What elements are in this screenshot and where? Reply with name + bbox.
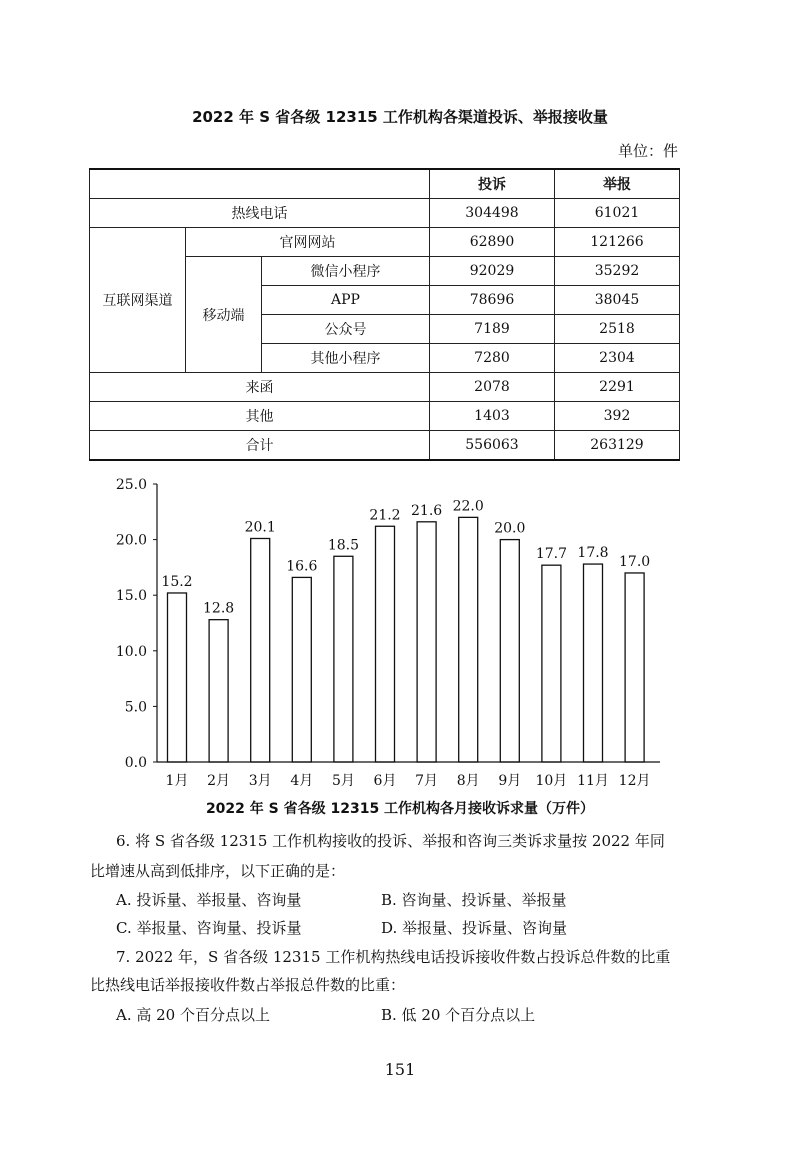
cell-others-report: 392 xyxy=(555,402,680,431)
bars xyxy=(161,498,650,762)
x-tick-label: 11月 xyxy=(577,773,609,789)
question-7-line1: 7. 2022 年，S 省各级 12315 工作机构热线电话投诉接收件数占投诉总件数的比重 xyxy=(116,948,671,966)
row-label-website: 官网网站 xyxy=(186,228,430,257)
bar-value-label: 15.2 xyxy=(161,573,193,590)
table-row xyxy=(90,373,680,402)
header-complaint: 投诉 xyxy=(430,169,555,199)
header-report: 举报 xyxy=(555,169,680,199)
question-6-option-b: B. 咨询量、投诉量、举报量 xyxy=(381,891,567,909)
row-label-official-account: 公众号 xyxy=(262,315,430,344)
bar-value-label: 20.1 xyxy=(244,519,276,536)
row-label-others: 其他 xyxy=(90,402,430,431)
cell-total-complaint: 556063 xyxy=(430,431,555,461)
x-tick-label: 2月 xyxy=(207,773,231,789)
bar xyxy=(625,573,644,762)
bar xyxy=(500,540,519,762)
cell-hotline-complaint: 304498 xyxy=(430,199,555,228)
y-tick-label: 15.0 xyxy=(115,588,147,605)
question-6-option-d: D. 举报量、投诉量、咨询量 xyxy=(381,919,568,937)
bar xyxy=(292,577,311,762)
bar-value-label: 21.6 xyxy=(411,502,443,519)
x-tick-label: 3月 xyxy=(248,773,272,789)
bar-value-label: 12.8 xyxy=(203,600,235,617)
y-tick-label: 5.0 xyxy=(124,699,147,716)
bar xyxy=(459,517,478,762)
bar-value-label: 20.0 xyxy=(494,520,526,537)
x-tick-label: 9月 xyxy=(498,773,522,789)
bar xyxy=(168,593,187,762)
question-6-line2: 比增速从高到低排序，以下正确的是： xyxy=(90,862,346,880)
cell-others-complaint: 1403 xyxy=(430,402,555,431)
table-row xyxy=(90,228,680,257)
x-tick-label: 4月 xyxy=(290,773,314,789)
cell-letters-complaint: 2078 xyxy=(430,373,555,402)
x-tick-label: 10月 xyxy=(535,773,568,789)
table-title: 2022 年 S 省各级 12315 工作机构各渠道投诉、举报接收量 xyxy=(192,108,608,126)
question-6-option-a: A. 投诉量、举报量、咨询量 xyxy=(116,891,302,909)
row-label-app: APP xyxy=(262,286,430,315)
bar-value-label: 17.0 xyxy=(619,553,651,570)
y-axis xyxy=(116,477,157,771)
question-7-line2: 比热线电话举报接收件数占举报总件数的比重： xyxy=(90,976,406,994)
bar xyxy=(376,526,395,762)
row-label-hotline: 热线电话 xyxy=(90,199,430,228)
x-tick-label: 5月 xyxy=(331,773,355,789)
cell-official-account-complaint: 7189 xyxy=(430,315,555,344)
cell-website-report: 121266 xyxy=(555,228,680,257)
x-tick-label: 7月 xyxy=(415,773,439,789)
bar xyxy=(542,565,561,762)
cell-letters-report: 2291 xyxy=(555,373,680,402)
cell-wechat-mini-complaint: 92029 xyxy=(430,257,555,286)
bar xyxy=(584,564,603,762)
x-tick-label: 12月 xyxy=(618,773,651,789)
bar xyxy=(417,522,436,762)
y-tick-label: 20.0 xyxy=(115,532,147,549)
group-label-internet: 互联网渠道 xyxy=(90,228,186,373)
cell-app-report: 38045 xyxy=(555,286,680,315)
chart-title: 2022 年 S 省各级 12315 工作机构各月接收诉求量（万件） xyxy=(205,801,595,817)
row-label-total: 合计 xyxy=(90,431,430,461)
cell-wechat-mini-report: 35292 xyxy=(555,257,680,286)
bar xyxy=(251,538,270,762)
cell-other-mini-complaint: 7280 xyxy=(430,344,555,373)
question-6-line1: 6. 将 S 省各级 12315 工作机构接收的投诉、举报和咨询三类诉求量按 2022 年同 xyxy=(116,832,665,850)
bar-value-label: 21.2 xyxy=(369,507,401,524)
channel-table xyxy=(89,168,680,461)
question-7-option-a: A. 高 20 个百分点以上 xyxy=(116,1006,270,1024)
x-tick-label: 1月 xyxy=(165,773,189,789)
bar-value-label: 17.7 xyxy=(535,546,567,563)
x-axis xyxy=(157,762,660,789)
bar-value-label: 18.5 xyxy=(327,537,359,554)
cell-official-account-report: 2518 xyxy=(555,315,680,344)
bar-value-label: 17.8 xyxy=(577,545,609,562)
page-number: 151 xyxy=(384,1060,416,1079)
question-7-option-b: B. 低 20 个百分点以上 xyxy=(381,1006,536,1024)
group-label-mobile: 移动端 xyxy=(186,257,262,373)
unit-label: 单位：件 xyxy=(617,142,678,160)
table-row xyxy=(90,402,680,431)
table-row-total xyxy=(90,431,680,461)
bar xyxy=(209,620,228,762)
cell-website-complaint: 62890 xyxy=(430,228,555,257)
table-row xyxy=(90,199,680,228)
x-tick-label: 8月 xyxy=(456,773,480,789)
cell-total-report: 263129 xyxy=(555,431,680,461)
bar-value-label: 16.6 xyxy=(286,558,318,575)
row-label-other-mini: 其他小程序 xyxy=(262,344,430,373)
cell-app-complaint: 78696 xyxy=(430,286,555,315)
y-tick-label: 25.0 xyxy=(115,477,147,493)
cell-other-mini-report: 2304 xyxy=(555,344,680,373)
y-tick-label: 10.0 xyxy=(115,643,147,660)
question-6-option-c: C. 举报量、咨询量、投诉量 xyxy=(116,919,302,937)
monthly-bar-chart xyxy=(100,474,660,792)
cell-hotline-report: 61021 xyxy=(555,199,680,228)
bar-value-label: 22.0 xyxy=(452,498,484,515)
y-tick-label: 0.0 xyxy=(124,755,147,771)
row-label-wechat-mini: 微信小程序 xyxy=(262,257,430,286)
header-blank xyxy=(90,169,430,199)
row-label-letters: 来函 xyxy=(90,373,430,402)
bar xyxy=(334,556,353,762)
x-tick-label: 6月 xyxy=(373,773,397,789)
table-header-row xyxy=(90,169,680,199)
